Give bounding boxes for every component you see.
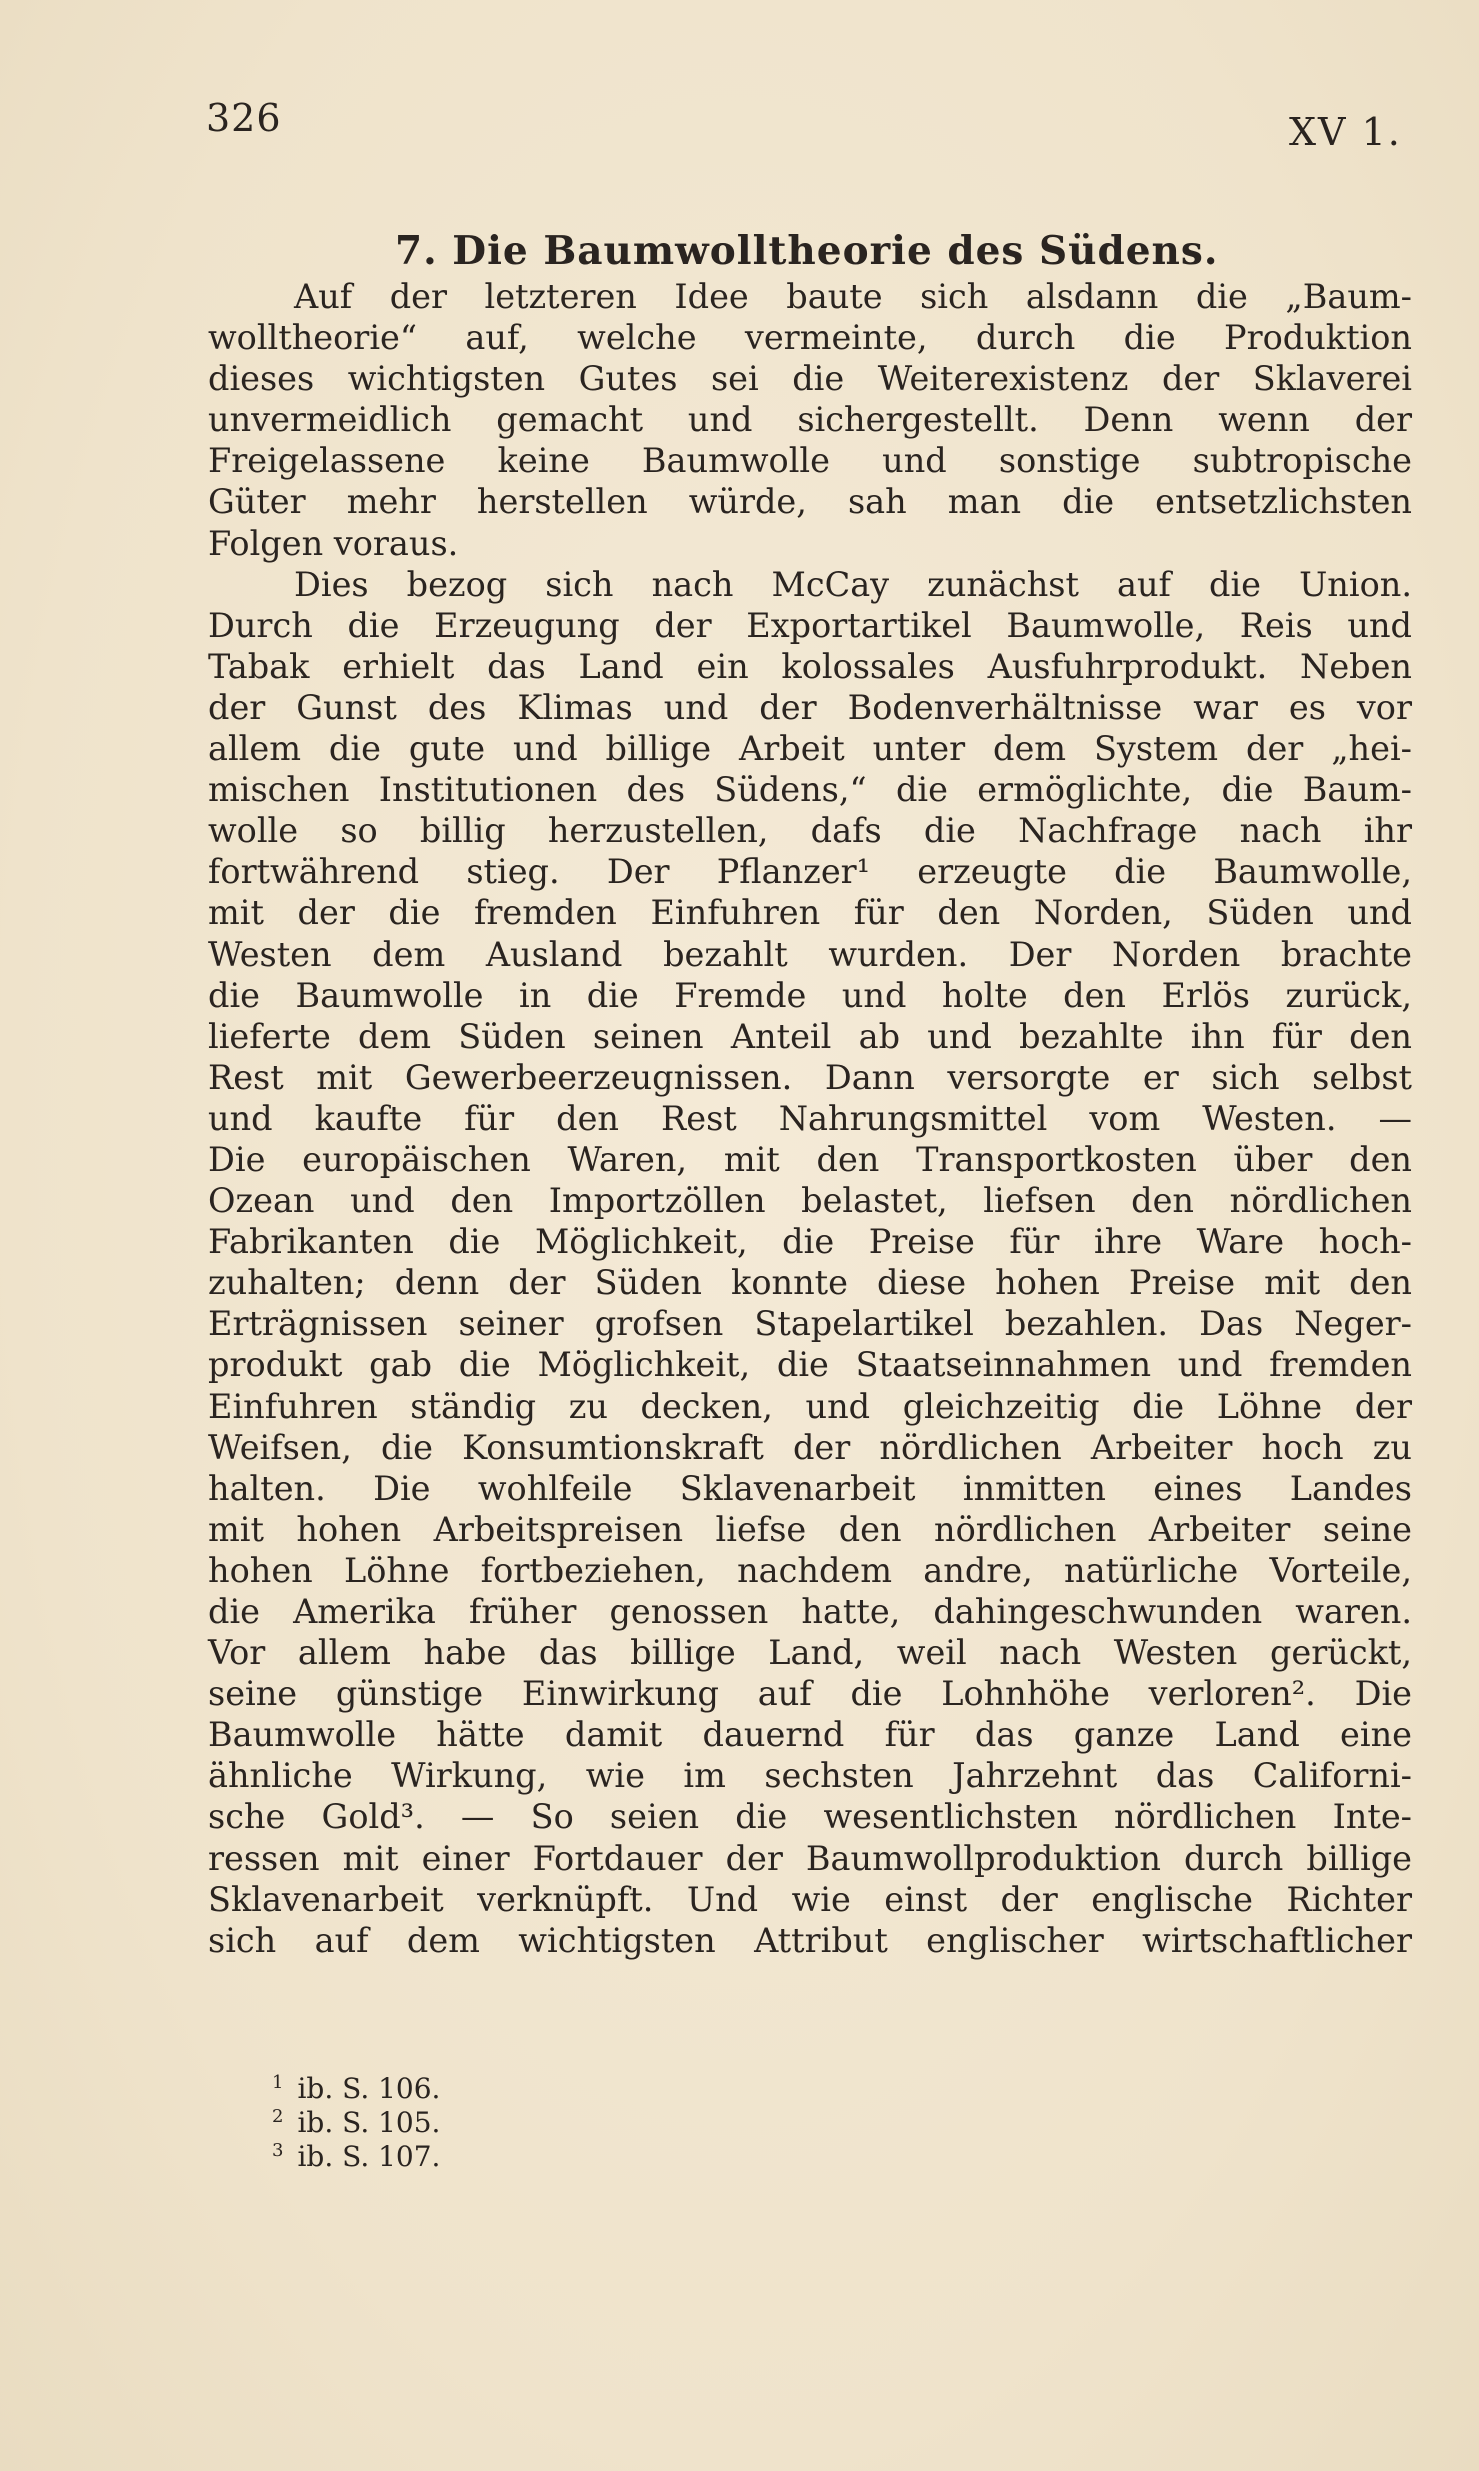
text-line: Auf der letzteren Idee baute sich alsdann die „Baum- [294,277,1412,316]
footnote [272,2140,440,2174]
text-line: Tabak erhielt das Land ein kolossales Ausfuhrprodukt. Neben [208,646,1412,686]
text-line: Weifsen, die Konsumtionskraft der nördlichen Arbeiter hoch zu [208,1427,1412,1467]
text-line: allem die gute und billige Arbeit unter dem System der „hei- [208,729,1412,769]
text-line: zuhalten; denn der Süden konnte diese hohen Preise mit den [208,1263,1412,1303]
text-line: sich auf dem wichtigsten Attribut englischer wirtschaftlicher [208,1920,1412,1960]
text-line: Vor allem habe das billige Land, weil nach Westen gerückt, [208,1633,1412,1673]
text-line: mischen Institutionen des Südens,“ die ermöglichte, die Baum- [208,770,1412,810]
text-line: Erträgnissen seiner grofsen Stapelartikel bezahlen. Das Neger- [208,1304,1412,1344]
text-line: ressen mit einer Fortdauer der Baumwollproduktion durch billige [208,1838,1412,1878]
page-number: 326 [206,96,282,140]
text-line: Güter mehr herstellen würde, sah man die entsetzlichsten [208,482,1412,522]
text-line: hohen Löhne fortbeziehen, nachdem andre, natürliche Vorteile, [208,1550,1412,1590]
text-line: lieferte dem Süden seinen Anteil ab und bezahlte ihn für den [208,1016,1412,1056]
footnote [272,2106,440,2140]
text-line: Durch die Erzeugung der Exportartikel Baumwolle, Reis und [208,605,1412,645]
text-line: der Gunst des Klimas und der Bodenverhältnisse war es vor [208,687,1412,727]
text-line: Ozean und den Importzöllen belastet, liefsen den nördlichen [208,1181,1412,1221]
text-line: halten. Die wohlfeile Sklavenarbeit inmitten eines Landes [208,1468,1412,1508]
text-line: Dies bezog sich nach McCay zunächst auf die Union. [294,564,1412,604]
text-line: Westen dem Ausland bezahlt wurden. Der Norden brachte [208,934,1412,974]
text-line: mit der die fremden Einfuhren für den Norden, Süden und [208,893,1412,933]
text-line: die Baumwolle in die Fremde und holte den Erlös zurück, [208,975,1412,1015]
text-line: die Amerika früher genossen hatte, dahingeschwunden waren. [208,1592,1412,1631]
text-line: Die europäischen Waren, mit den Transportkosten über den [208,1139,1412,1179]
text-line: Folgen voraus. [208,523,459,563]
text-line: ähnliche Wirkung, wie im sechsten Jahrzehnt das Californi- [208,1756,1412,1796]
text-line: fortwährend stieg. Der Pflanzer¹ erzeugte die Baumwolle, [208,852,1412,892]
text-line: dieses wichtigsten Gutes sei die Weiterexistenz der Sklaverei [208,359,1412,399]
footnote-mark: 2 [272,2106,284,2127]
text-line: wolle so billig herzustellen, dafs die Nachfrage nach ihr [208,811,1412,851]
footnote-text: ib. S. 107. [297,2140,441,2173]
text-line: Sklavenarbeit verknüpft. Und wie einst der englische Richter [208,1879,1412,1919]
text-line: und kaufte für den Rest Nahrungsmittel vom Westen. — [208,1098,1412,1138]
text-line: Rest mit Gewerbeerzeugnissen. Dann versorgte er sich selbst [208,1057,1412,1097]
body-text [208,276,1412,1961]
footnote-mark: 1 [272,2072,284,2093]
text-line: seine günstige Einwirkung auf die Lohnhöhe verloren². Die [208,1674,1412,1714]
footnote-text: ib. S. 106. [297,2072,441,2105]
footnote [272,2072,440,2106]
footnote-text: ib. S. 105. [297,2106,441,2139]
text-line: mit hohen Arbeitspreisen liefse den nördlichen Arbeiter seine [208,1509,1412,1549]
text-line: Freigelassene keine Baumwolle und sonstige subtropische [208,441,1412,481]
footnotes [272,2072,440,2174]
running-head: XV 1. [1289,110,1402,154]
text-line: unvermeidlich gemacht und sichergestellt. Denn wenn der [208,400,1412,440]
section-title: 7. Die Baumwolltheorie des Südens. [395,228,1219,274]
text-line: produkt gab die Möglichkeit, die Staatseinnahmen und fremden [208,1345,1412,1385]
text-line: Einfuhren ständig zu decken, und gleichzeitig die Löhne der [208,1386,1412,1426]
text-line: Fabrikanten die Möglichkeit, die Preise für ihre Ware hoch- [208,1222,1412,1262]
text-line: Baumwolle hätte damit dauernd für das ganze Land eine [208,1715,1412,1755]
footnote-mark: 3 [272,2140,284,2161]
text-line: wolltheorie“ auf, welche vermeinte, durch die Produktion [208,318,1412,358]
text-line: sche Gold³. — So seien die wesentlichsten nördlichen Inte- [208,1797,1412,1837]
